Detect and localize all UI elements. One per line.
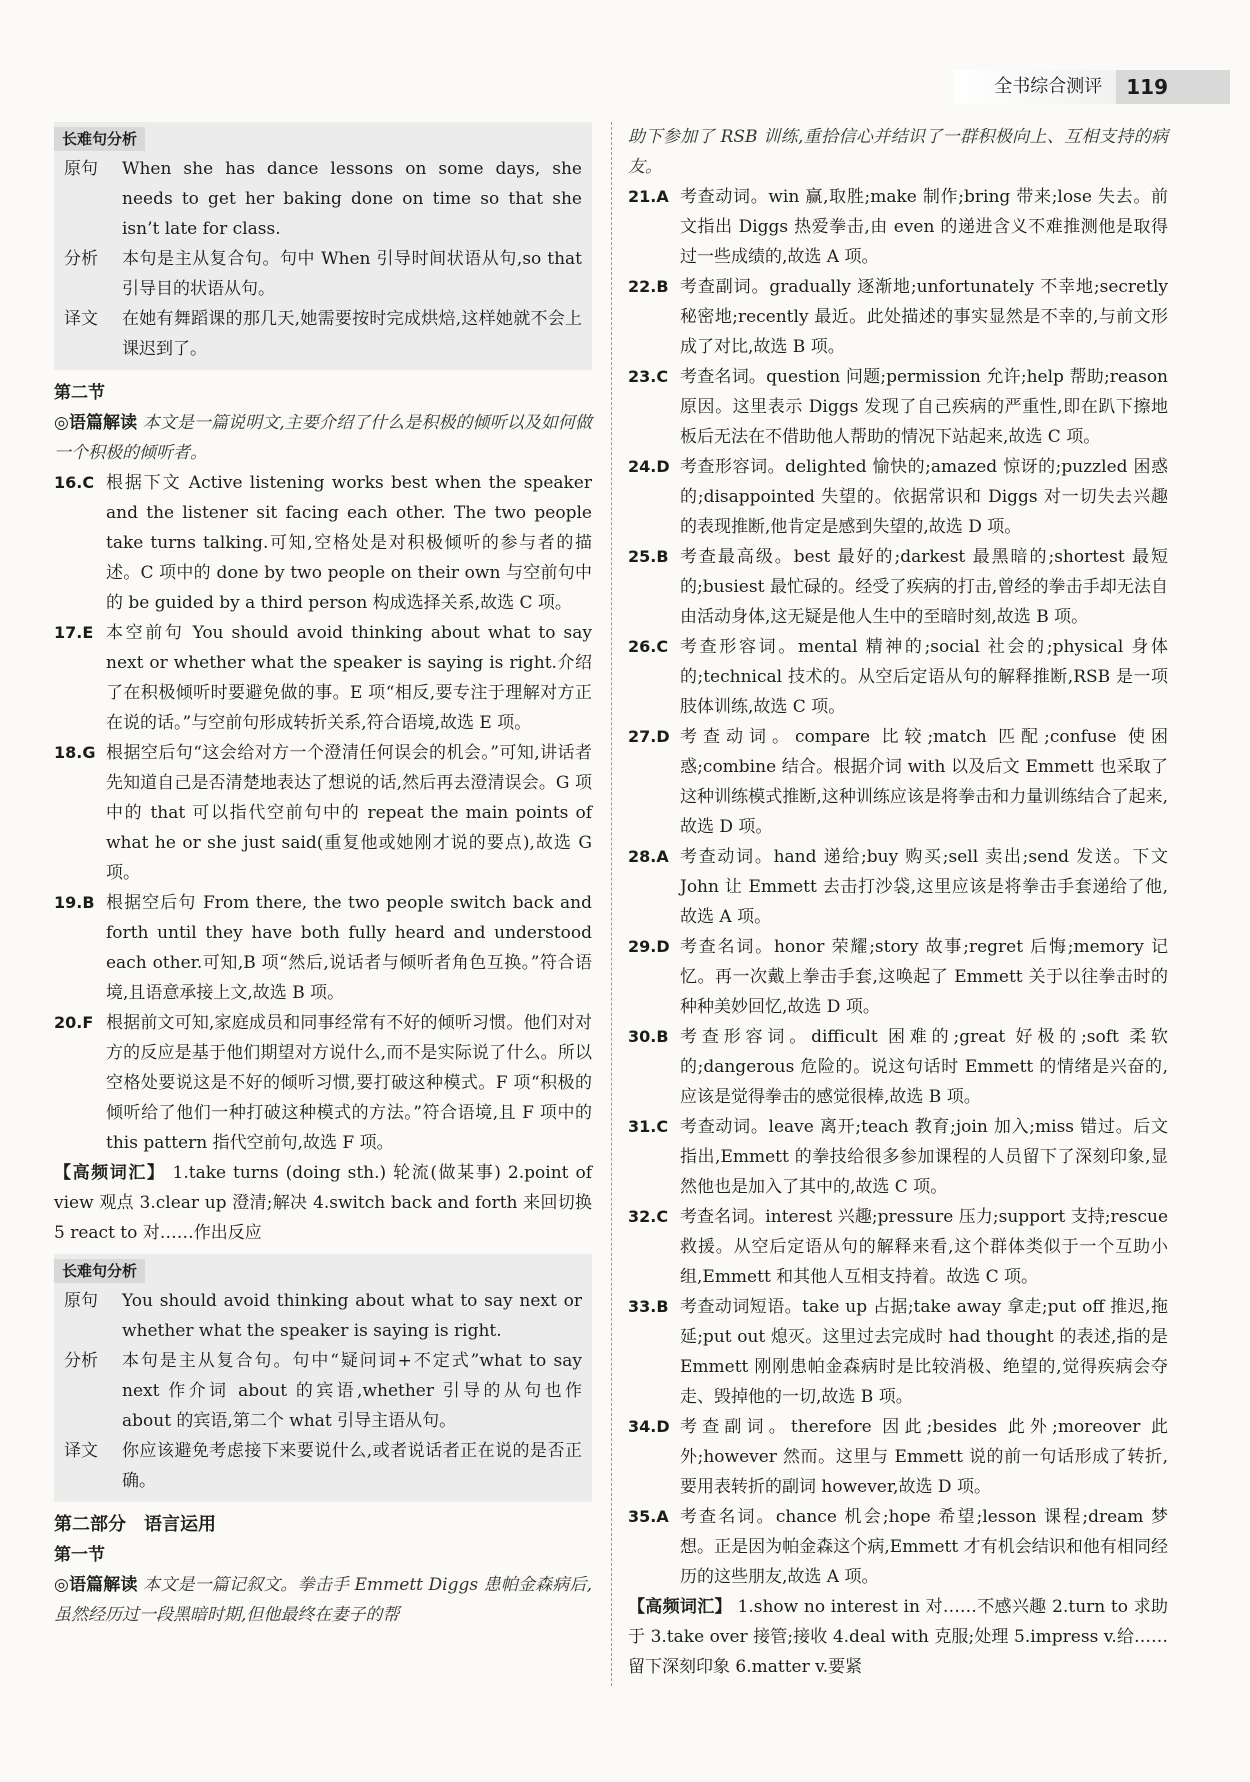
section-heading: 第二节 bbox=[54, 383, 105, 403]
analysis-row bbox=[64, 1286, 582, 1346]
answer-text: 考查名词。honor 荣耀;story 故事;regret 后悔;memory 记忆。再一次戴上拳击手套,这唤起了 Emmett 关于以往拳击时的种种美妙回忆,故选 D 项。 bbox=[680, 937, 1168, 1017]
section-heading: 第一节 bbox=[54, 1545, 105, 1565]
answer-number: 23.C bbox=[628, 367, 669, 386]
row-text: 本句是主从复合句。句中 When 引导时间状语从句,so that 引导目的状语从句。 bbox=[122, 249, 582, 299]
answer-text: 根据下文 Active listening works best when the speaker and the listener sit facing each other. The two people take turns talking.可知,空格处是对积极倾听的参与者的描述。C 项中的 done by two people on their own 与空前句中的 be guided by a third person 构成选择关系,故选 C 项。 bbox=[106, 473, 592, 613]
answer-text: 考查形容词。difficult 困难的;great 好极的;soft 柔软的;dangerous 危险的。说这句话时 Emmett 的情绪是兴奋的,应该是觉得拳击的感觉很棒,故选 B 项。 bbox=[680, 1027, 1168, 1107]
answer-text: 考查动词。win 赢,取胜;make 制作;bring 带来;lose 失去。前文指出 Diggs 热爱拳击,由 even 的递进含义不难推测他是取得过一些成绩的,故选 A 项。 bbox=[680, 187, 1168, 267]
answer-text: 根据空后句“这会给对方一个澄清任何误会的机会。”可知,讲话者先知道自己是否清楚地表达了想说的话,然后再去澄清误会。G 项中的 that 可以指代空前句中的 repeat the main points of what he or she just said(重复他或她刚才说的要点),故选 G 项。 bbox=[106, 743, 592, 883]
answer-number: 28.A bbox=[628, 847, 669, 866]
header-title: 全书综合测评 bbox=[994, 76, 1103, 97]
row-text: You should avoid thinking about what to say next or whether what the speaker is saying is right. bbox=[122, 1291, 582, 1341]
answer-item bbox=[628, 932, 1168, 1022]
answer-number: 35.A bbox=[628, 1507, 669, 1526]
answer-text: 考查名词。question 问题;permission 允许;help 帮助;reason 原因。这里表示 Diggs 发现了自己疾病的严重性,即在趴下擦地板后无法在不借助他人帮助的情况下站起来,故选 C 项。 bbox=[680, 367, 1168, 447]
answer-number: 21.A bbox=[628, 187, 669, 206]
answer-text: 考查名词。chance 机会;hope 希望;lesson 课程;dream 梦想。正是因为帕金森这个病,Emmett 才有机会结识和他有相同经历的这些朋友,故选 A 项。 bbox=[680, 1507, 1168, 1587]
answer-number: 33.B bbox=[628, 1297, 669, 1316]
page-number: 119 bbox=[1116, 70, 1230, 104]
long-sentence-analysis-box bbox=[54, 122, 592, 370]
row-label: 译文 bbox=[64, 309, 98, 329]
answer-number: 20.F bbox=[54, 1013, 94, 1032]
row-label: 原句 bbox=[64, 159, 98, 179]
row-label: 分析 bbox=[64, 249, 98, 269]
row-text: 在她有舞蹈课的那几天,她需要按时完成烘焙,这样她就不会上课迟到了。 bbox=[122, 309, 582, 359]
answer-text: 考查形容词。mental 精神的;social 社会的;physical 身体的;technical 技术的。从空后定语从句的解释推断,RSB 是一项肢体训练,故选 C 项。 bbox=[680, 637, 1168, 717]
answer-number: 32.C bbox=[628, 1207, 669, 1226]
row-label: 分析 bbox=[64, 1351, 98, 1371]
answer-item bbox=[54, 468, 592, 618]
vocabulary-text: 1.show no interest in 对……不感兴趣 2.turn to 求助于 3.take over 接管;接收 4.deal with 克服;处理 5.impress v.给……留下深刻印象 6.matter v.要紧 bbox=[628, 1597, 1168, 1677]
answer-number: 18.G bbox=[54, 743, 96, 762]
answer-item bbox=[54, 1008, 592, 1158]
long-sentence-analysis-box bbox=[54, 1254, 592, 1502]
passage-summary-text: 助下参加了 RSB 训练,重拾信心并结识了一群积极向上、互相支持的病友。 bbox=[628, 127, 1168, 177]
answer-text: 考查动词。compare 比较;match 匹配;confuse 使困惑;combine 结合。根据介词 with 以及后文 Emmett 也采取了这种训练模式推断,这种训练应该是将拳击和力量训练结合了起来,故选 D 项。 bbox=[680, 727, 1168, 837]
right-column bbox=[628, 122, 1168, 1762]
answer-number: 29.D bbox=[628, 937, 670, 956]
passage-summary bbox=[54, 408, 592, 468]
analysis-row bbox=[64, 1436, 582, 1496]
passage-summary-continued bbox=[628, 122, 1168, 182]
analysis-row bbox=[64, 1346, 582, 1436]
vocabulary-label: 【高频词汇】 bbox=[54, 1163, 166, 1183]
answer-number: 30.B bbox=[628, 1027, 669, 1046]
vocabulary-block bbox=[54, 1158, 592, 1248]
passage-summary bbox=[54, 1570, 592, 1630]
analysis-row bbox=[64, 154, 582, 244]
answer-number: 24.D bbox=[628, 457, 670, 476]
answer-number: 26.C bbox=[628, 637, 669, 656]
passage-summary-text: 本文是一篇记叙文。拳击手 Emmett Diggs 患帕金森病后,虽然经历过一段黑暗时期,但他最终在妻子的帮 bbox=[54, 1575, 593, 1625]
row-text: 你应该避免考虑接下来要说什么,或者说话者正在说的是否正确。 bbox=[122, 1441, 582, 1491]
vocabulary-label: 【高频词汇】 bbox=[628, 1597, 732, 1617]
row-text: 本句是主从复合句。句中“疑问词+不定式”what to say next 作介词 about 的宾语,whether 引导的从句也作 about 的宾语,第二个 what 引导主语从句。 bbox=[122, 1351, 582, 1431]
row-text: When she has dance lessons on some days, she needs to get her baking done on time so that she isn’t late for class. bbox=[122, 159, 582, 239]
part-heading: 第二部分 语言运用 bbox=[54, 1514, 216, 1535]
answer-item bbox=[628, 182, 1168, 272]
box-title: 长难句分析 bbox=[54, 127, 145, 151]
answer-number: 16.C bbox=[54, 473, 95, 492]
left-column bbox=[54, 122, 592, 1762]
answer-number: 27.D bbox=[628, 727, 670, 746]
row-label: 原句 bbox=[64, 1291, 98, 1311]
answer-text: 考查动词短语。take up 占据;take away 拿走;put off 推迟,拖延;put out 熄灭。这里过去完成时 had thought 的表述,指的是 Emmett 刚刚患帕金森病时是比较消极、绝望的,觉得疾病会夺走、毁掉他的一切,故选 B 项。 bbox=[680, 1297, 1168, 1407]
answer-text: 考查副词。gradually 逐渐地;unfortunately 不幸地;secretly 秘密地;recently 最近。此处描述的事实显然是不幸的,与前文形成了对比,故选 B 项。 bbox=[680, 277, 1168, 357]
answer-item bbox=[628, 452, 1168, 542]
page-header bbox=[954, 70, 1230, 104]
answer-text: 考查副词。therefore 因此;besides 此外;moreover 此外;however 然而。这里与 Emmett 说的前一句话形成了转折,要用表转折的副词 however,故选 D 项。 bbox=[680, 1417, 1168, 1497]
answer-text: 考查动词。leave 离开;teach 教育;join 加入;miss 错过。后文指出,Emmett 的拳技给很多参加课程的人员留下了深刻印象,显然他也是加入了其中的,故选 C 项。 bbox=[680, 1117, 1168, 1197]
answer-item bbox=[628, 362, 1168, 452]
answer-number: 19.B bbox=[54, 893, 95, 912]
answer-text: 根据空后句 From there, the two people switch back and forth until they have both fully heard and understood each other.可知,B 项“然后,说话者与倾听者角色互换。”符合语境,且语意承接上文,故选 B 项。 bbox=[106, 893, 592, 1003]
answer-item bbox=[628, 632, 1168, 722]
answer-item bbox=[628, 1292, 1168, 1412]
answer-item bbox=[628, 1412, 1168, 1502]
answer-text: 考查动词。hand 递给;buy 购买;sell 卖出;send 发送。下文 John 让 Emmett 去击打沙袋,这里应该是将拳击手套递给了他,故选 A 项。 bbox=[680, 847, 1168, 927]
answer-item bbox=[54, 618, 592, 738]
answer-number: 34.D bbox=[628, 1417, 670, 1436]
answer-text: 本空前句 You should avoid thinking about what to say next or whether what the speaker is saying is right.介绍了在积极倾听时要避免做的事。E 项“相反,要专注于理解对方正在说的话。”与空前句形成转折关系,符合语境,故选 E 项。 bbox=[106, 623, 592, 733]
passage-summary-label: ◎语篇解读 bbox=[54, 1575, 138, 1595]
answer-text: 考查最高级。best 最好的;darkest 最黑暗的;shortest 最短的;busiest 最忙碌的。经受了疾病的打击,曾经的拳击手却无法自由活动身体,这无疑是他人生中的至暗时刻,故选 B 项。 bbox=[680, 547, 1168, 627]
passage-summary-label: ◎语篇解读 bbox=[54, 413, 138, 433]
answer-item bbox=[628, 1502, 1168, 1592]
row-label: 译文 bbox=[64, 1441, 98, 1461]
answer-item bbox=[628, 1202, 1168, 1292]
answer-item bbox=[628, 722, 1168, 842]
answer-item bbox=[628, 842, 1168, 932]
answer-text: 考查形容词。delighted 愉快的;amazed 惊讶的;puzzled 困惑的;disappointed 失望的。依据常识和 Diggs 对一切失去兴趣的表现推断,他肯定是感到失望的,故选 D 项。 bbox=[680, 457, 1168, 537]
answer-item bbox=[628, 542, 1168, 632]
answer-number: 22.B bbox=[628, 277, 669, 296]
answer-item bbox=[54, 738, 592, 888]
answer-number: 17.E bbox=[54, 623, 94, 642]
answer-item bbox=[628, 1022, 1168, 1112]
vocabulary-block bbox=[628, 1592, 1168, 1682]
answer-item bbox=[628, 272, 1168, 362]
vocabulary-text: 1.take turns (doing sth.) 轮流(做某事) 2.point of view 观点 3.clear up 澄清;解决 4.switch back and forth 来回切换 5 react to 对……作出反应 bbox=[54, 1163, 592, 1243]
answer-item bbox=[54, 888, 592, 1008]
answer-number: 25.B bbox=[628, 547, 669, 566]
answer-text: 考查名词。interest 兴趣;pressure 压力;support 支持;rescue 救援。从空后定语从句的解释来看,这个群体类似于一个互助小组,Emmett 和其他人互相支持着。故选 C 项。 bbox=[680, 1207, 1168, 1287]
analysis-row bbox=[64, 244, 582, 304]
analysis-row bbox=[64, 304, 582, 364]
column-divider bbox=[611, 122, 612, 1686]
answer-text: 根据前文可知,家庭成员和同事经常有不好的倾听习惯。他们对对方的反应是基于他们期望对方说什么,而不是实际说了什么。所以空格处要说这是不好的倾听习惯,要打破这种模式。F 项“积极的倾听给了他们一种打破这种模式的方法。”符合语境,且 F 项中的 this pattern 指代空前句,故选 F 项。 bbox=[106, 1013, 592, 1153]
answer-number: 31.C bbox=[628, 1117, 669, 1136]
passage-summary-text: 本文是一篇说明文,主要介绍了什么是积极的倾听以及如何做一个积极的倾听者。 bbox=[54, 413, 592, 463]
box-title: 长难句分析 bbox=[54, 1259, 145, 1283]
answer-item bbox=[628, 1112, 1168, 1202]
